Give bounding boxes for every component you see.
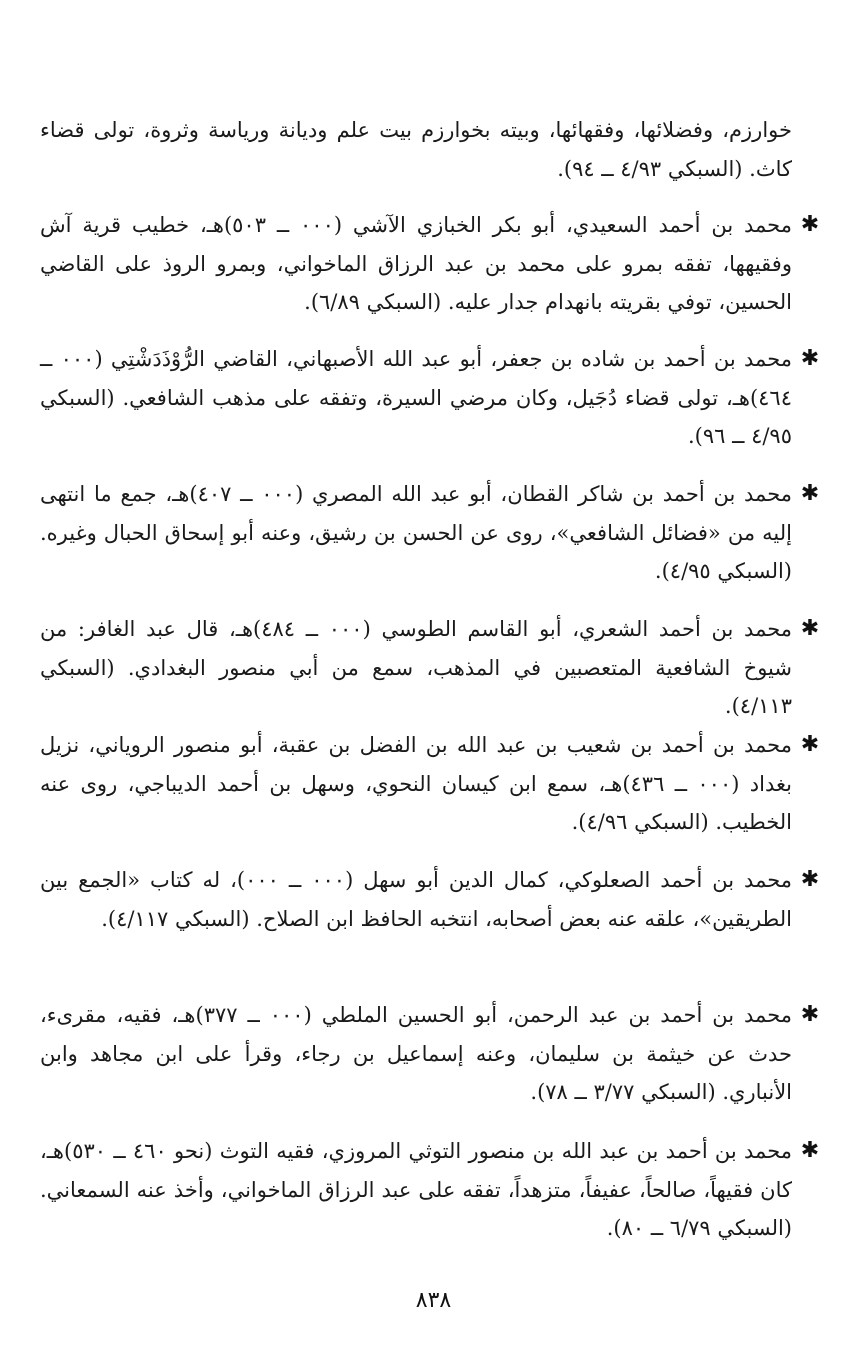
entry-marker: ✱ [800, 1138, 820, 1163]
entry-marker: ✱ [800, 732, 820, 757]
biography-entry: محمد بن أحمد السعيدي، أبو بكر الخبازي الآشي (٠٠٠ ــ ٥٠٣)هـ، خطيب قرية آش وفقيهها، تفقه بمرو على محمد بن عبد الرزاق الماخواني، وبمرو الروذ على القاضي الحسين، توفي بقريته بانهدام جدار عليه. (السبكي ٦/٨٩). [40, 213, 792, 314]
page-number: ٨٣٨ [415, 1288, 452, 1313]
continuation-paragraph: خوارزم، وفضلائها، وفقهائها، وبيته بخوارزم بيت علم وديانة ورياسة وثروة، تولى قضاء كاث. (السبكي ٤/٩٣ ــ ٩٤). [40, 118, 792, 181]
biography-entry: محمد بن أحمد الشعري، أبو القاسم الطوسي (٠٠٠ ــ ٤٨٤)هـ، قال عبد الغافر: من شيوخ الشافعية المتعصبين في المذهب، سمع من أبي منصور البغدادي. (السبكي ٤/١١٣). [40, 617, 793, 718]
biography-entry: محمد بن أحمد بن شعيب بن عبد الله بن الفضل بن عقبة، أبو منصور الروياني، نزيل بغداد (٠٠٠ ــ ٤٣٦)هـ، سمع ابن كيسان النحوي، وسهل بن أحمد الديباجي، روى عنه الخطيب. (السبكي ٤/٩٦). [40, 733, 792, 834]
entry-marker: ✱ [800, 1002, 820, 1027]
biography-entry: محمد بن أحمد بن شاده بن جعفر، أبو عبد الله الأصبهاني، القاضي الرُّوْذَدَشْتِي (٠٠٠ ــ ٤٦٤)هـ، تولى قضاء دُجَيل، وكان مرضي السيرة، وتفقه على مذهب الشافعي. (السبكي ٤/٩٥ ــ ٩٦). [40, 347, 792, 448]
entry-marker: ✱ [800, 346, 820, 371]
biography-entry: محمد بن أحمد بن عبد الرحمن، أبو الحسين الملطي (٠٠٠ ــ ٣٧٧)هـ، فقيه، مقرىء، حدث عن خيثمة بن سليمان، وعنه إسماعيل بن رجاء، وقرأ على ابن مجاهد وابن الأنباري. (السبكي ٣/٧٧ ــ ٧٨). [40, 1003, 792, 1104]
entry-marker: ✱ [800, 481, 820, 506]
entry-marker: ✱ [800, 616, 820, 641]
biography-entry: محمد بن أحمد بن عبد الله بن منصور التوثي المروزي، فقيه التوث (نحو ٤٦٠ ــ ٥٣٠)هـ، كان فقيهاً، صالحاً، عفيفاً، متزهداً، تفقه على عبد الرزاق الماخواني، وأخذ عنه السمعاني. (السبكي ٦/٧٩ ــ ٨٠). [40, 1139, 792, 1240]
entry-marker: ✱ [800, 867, 820, 892]
biography-entry: محمد بن أحمد الصعلوكي، كمال الدين أبو سهل (٠٠٠ ــ ٠٠٠)، له كتاب «الجمع بين الطريقين»، علقه عنه بعض أصحابه، انتخبه الحافظ ابن الصلاح. (السبكي ٤/١١٧). [40, 868, 793, 931]
biography-entry: محمد بن أحمد بن شاكر القطان، أبو عبد الله المصري (٠٠٠ ــ ٤٠٧)هـ، جمع ما انتهى إليه من «فضائل الشافعي»، روى عن الحسن بن رشيق، وعنه أبو إسحاق الحبال وغيره. (السبكي ٤/٩٥). [40, 482, 793, 583]
entry-marker: ✱ [800, 212, 820, 237]
